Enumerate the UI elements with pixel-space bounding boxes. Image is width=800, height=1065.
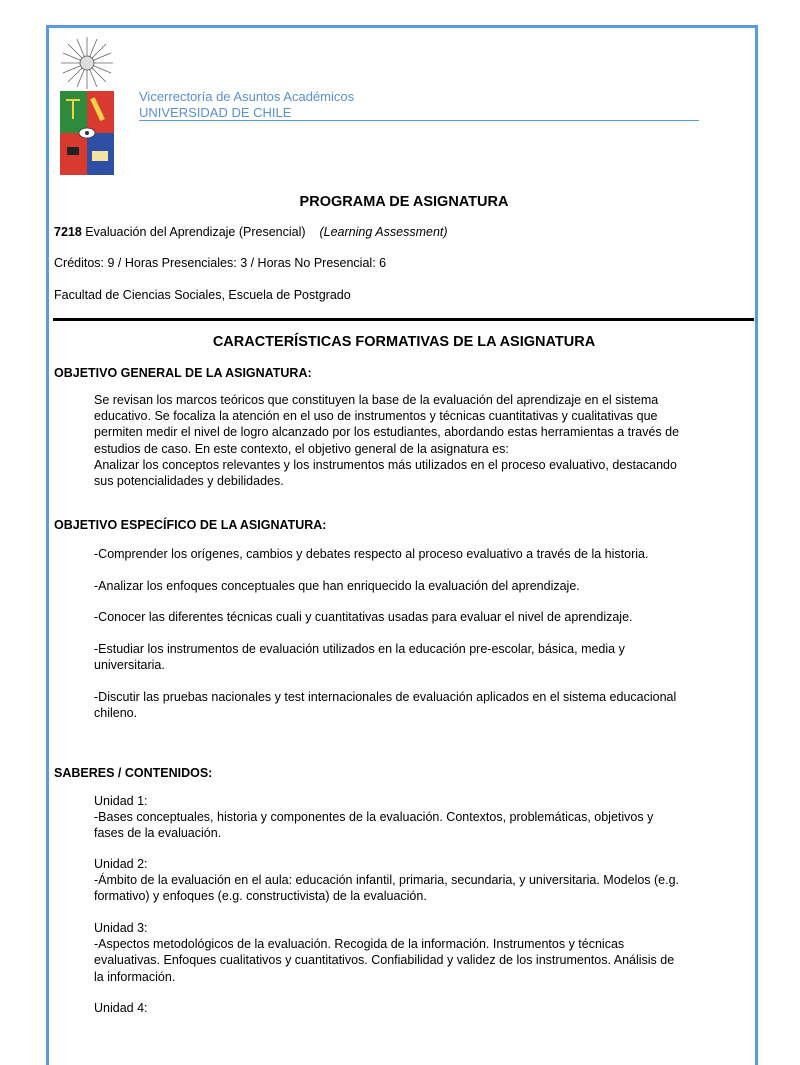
specific-objective-line: chileno. <box>94 706 138 721</box>
specific-objective-line: -Estudiar los instrumentos de evaluación utilizados en la educación pre-escolar, básica, media y <box>94 642 625 656</box>
program-title: PROGRAMA DE ASIGNATURA <box>299 194 509 210</box>
course-line <box>54 225 448 239</box>
general-objective-heading: OBJETIVO GENERAL DE LA ASIGNATURA: <box>54 366 312 380</box>
general-objective-line: Se revisan los marcos teóricos que constituyen la base de la evaluación del aprendizaje en el sistema <box>94 393 659 407</box>
general-objective-line: educativo. Se focaliza la atención en el uso de instrumentos y técnicas cuantitativas y cualitativas que <box>94 409 658 424</box>
unit-title: Unidad 1: <box>94 794 148 808</box>
specific-objective-item <box>94 546 734 562</box>
unit-title: Unidad 3: <box>94 921 148 935</box>
unit-title: Unidad 2: <box>94 857 148 871</box>
specific-objective-line: -Comprender los orígenes, cambios y debates respecto al proceso evaluativo a través de la historia. <box>94 547 649 561</box>
general-objective-line: sus potencialidades y debilidades. <box>94 474 284 489</box>
course-code: 7218 <box>54 225 82 239</box>
specific-objective-item <box>94 609 734 625</box>
specific-objective-item <box>94 578 734 594</box>
unit-block <box>94 1000 734 1016</box>
university-crest-icon <box>58 35 116 177</box>
specific-objective-line: -Conocer las diferentes técnicas cuali y cuantitativas usadas para evaluar el nivel de aprendizaje. <box>94 610 633 624</box>
unit-title: Unidad 4: <box>94 1001 148 1015</box>
vicerrectoria-name: Vicerrectoría de Asuntos Académicos <box>139 89 355 104</box>
course-name-english: (Learning Assessment) <box>319 225 448 239</box>
unit-block <box>94 920 734 985</box>
unit-line: formativo) y enfoques (e.g. constructivista) de la evaluación. <box>94 889 427 904</box>
unit-line: -Bases conceptuales, historia y componentes de la evaluación. Contextos, problemáticas, objetivos y <box>94 810 654 825</box>
unit-line: la información. <box>94 969 176 984</box>
specific-objective-line: -Analizar los enfoques conceptuales que han enriquecido la evaluación del aprendizaje. <box>94 579 580 593</box>
specific-objective-line: -Discutir las pruebas nacionales y test internacionales de evaluación aplicados en el sistema educacional <box>94 690 677 704</box>
general-objective-line: permiten medir el nivel de logro alcanzado por los estudiantes, abordando estas herramientas a través de <box>94 425 680 440</box>
unit-line: evaluativas. Enfoques cualitativos y cuantitativos. Confiabilidad y validez de los instrumentos. Análisis de <box>94 953 675 968</box>
general-objective-line: Analizar los conceptos relevantes y los instrumentos más utilizados en el proceso evaluativo, destacando <box>94 457 677 472</box>
unit-line: -Aspectos metodológicos de la evaluación. Recogida de la información. Instrumentos y técnicas <box>94 937 625 952</box>
unit-line: fases de la evaluación. <box>94 826 222 841</box>
characteristics-title: CARACTERÍSTICAS FORMATIVAS DE LA ASIGNATURA <box>212 334 596 350</box>
specific-objective-item <box>94 641 734 673</box>
unit-line: -Ámbito de la evaluación en el aula: educación infantil, primaria, secundaria, y universitaria. Modelos (e.g. <box>94 873 680 888</box>
unit-block <box>94 856 734 905</box>
specific-objective-heading: OBJETIVO ESPECÍFICO DE LA ASIGNATURA: <box>54 518 327 532</box>
section-divider <box>53 318 754 321</box>
unit-block <box>94 793 734 842</box>
course-name: Evaluación del Aprendizaje (Presencial) <box>81 225 306 239</box>
specific-objective-item <box>94 689 734 721</box>
header-divider <box>139 120 699 121</box>
university-name: UNIVERSIDAD DE CHILE <box>139 105 292 120</box>
page-frame <box>46 25 758 1065</box>
institution-header <box>139 89 354 121</box>
contents-heading: SABERES / CONTENIDOS: <box>54 766 213 780</box>
specific-objective-line: universitaria. <box>94 658 165 673</box>
general-objective-line: estudios de caso. En este contexto, el objetivo general de la asignatura es: <box>94 441 509 456</box>
general-objective-text <box>94 392 734 489</box>
credits-line: Créditos: 9 / Horas Presenciales: 3 / Horas No Presencial: 6 <box>54 256 387 270</box>
faculty-line: Facultad de Ciencias Sociales, Escuela de Postgrado <box>54 288 351 302</box>
